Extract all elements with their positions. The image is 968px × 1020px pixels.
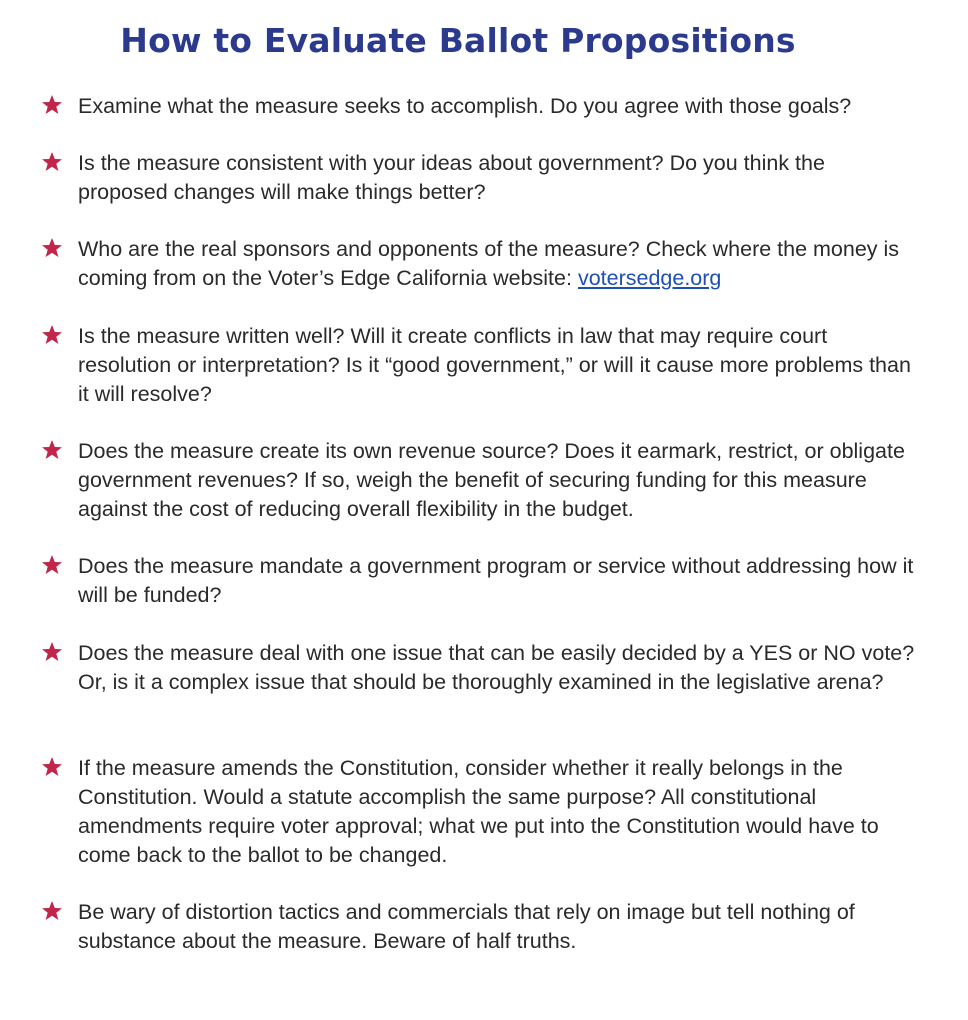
checklist-item-text: Does the measure mandate a government program or service without addressing how it will be funded?: [78, 554, 914, 607]
checklist-item-text: Does the measure create its own revenue source? Does it earmark, restrict, or obligate government revenues? If so, weigh the benefit of securing funding for this measure against the cost of reducing overall flexibility in the budget.: [78, 439, 905, 521]
checklist-item-text: Examine what the measure seeks to accomplish. Do you agree with those goals?: [78, 94, 852, 118]
star-icon: [40, 323, 64, 347]
star-icon: [40, 236, 64, 260]
checklist-item-text: [78, 235, 920, 293]
votersedge-link[interactable]: votersedge.org: [577, 266, 722, 290]
checklist-item-text: Be wary of distortion tactics and commercials that rely on image but tell nothing of substance about the measure. Beware of half truths.: [78, 900, 855, 953]
page-title: How to Evaluate Ballot Propositions: [120, 21, 796, 60]
star-icon: [40, 438, 64, 462]
checklist-item-text: Is the measure written well? Will it create conflicts in law that may require court resolution or interpretation? Is it “good government,” or will it cause more problems than it will resolve?: [78, 324, 911, 406]
star-icon: [40, 640, 64, 664]
checklist-item-text-body: Who are the real sponsors and opponents of the measure? Check where the money is coming from on the Voter’s Edge California website:: [78, 237, 900, 290]
star-icon: [40, 93, 64, 117]
checklist-item-text: Is the measure consistent with your ideas about government? Do you think the proposed changes will make things better?: [78, 151, 825, 204]
star-icon: [40, 150, 64, 174]
star-icon: [40, 553, 64, 577]
checklist-item-text: If the measure amends the Constitution, consider whether it really belongs in the Constitution. Would a statute accomplish the same purpose? All constitutional amendments require voter approval; what we put into the Constitution would have to come back to the ballot to be changed.: [78, 756, 879, 867]
star-icon: [40, 755, 64, 779]
star-icon: [40, 899, 64, 923]
checklist-item-text: Does the measure deal with one issue that can be easily decided by a YES or NO vote? Or, is it a complex issue that should be thoroughly examined in the legislative arena?: [78, 641, 915, 694]
